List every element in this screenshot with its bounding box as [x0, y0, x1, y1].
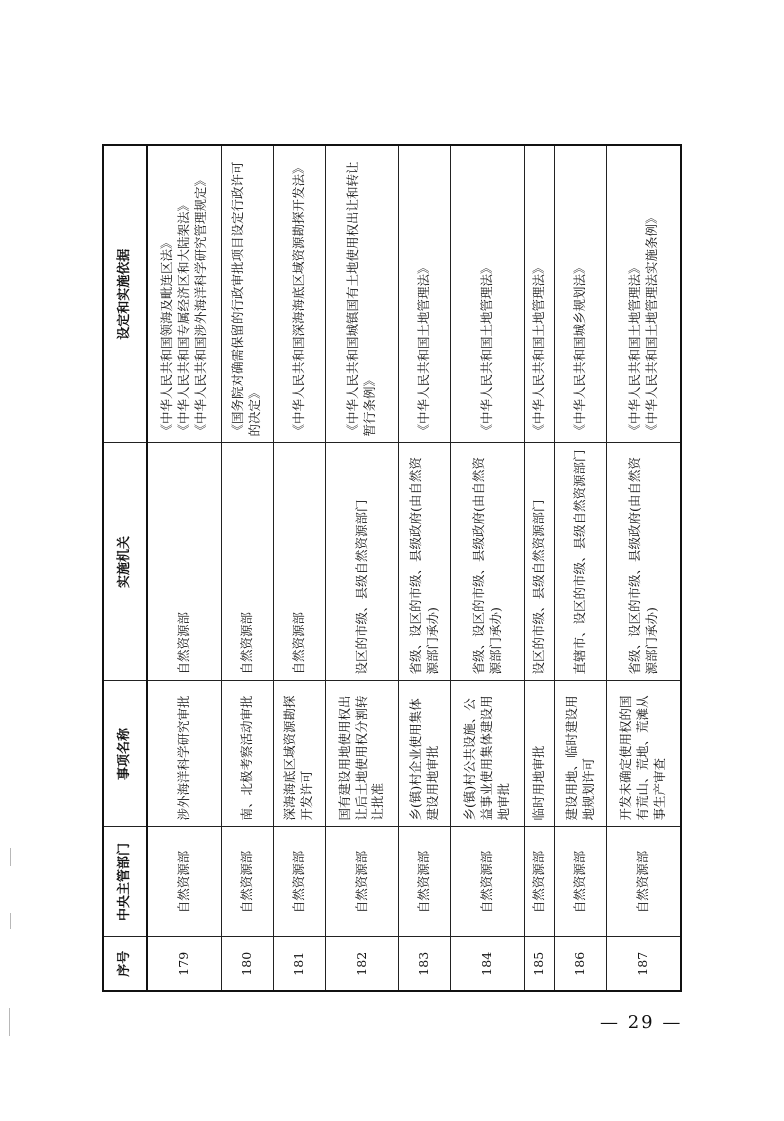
- cell-item-name: 国有建设用地使用权出让后土地使用权分割转让批准: [325, 681, 399, 827]
- cell-dept: 自然资源部: [273, 827, 325, 937]
- cell-implementing-org: 设区的市级、县级自然资源部门: [325, 443, 399, 681]
- scan-artifact-mark: [10, 848, 11, 866]
- legal-basis-line: 《中华人民共和国城镇国有土地使用权出让和转让暂行条例》: [345, 161, 377, 437]
- header-org: 实施机关: [103, 443, 147, 681]
- cell-dept: 自然资源部: [451, 827, 525, 937]
- scan-artifact-mark: [10, 913, 11, 929]
- cell-legal-basis: [524, 145, 554, 443]
- table-header-row: [103, 145, 147, 991]
- cell-dept: 自然资源部: [607, 827, 681, 937]
- cell-implementing-org: 设区的市级、县级自然资源部门: [524, 443, 554, 681]
- cell-dept: 自然资源部: [221, 827, 273, 937]
- cell-item-name: 乡(镇)村企业使用集体建设用地审批: [399, 681, 451, 827]
- administrative-license-table: [102, 144, 682, 992]
- legal-basis-line: 《中华人民共和国领海及毗连区法》: [159, 236, 175, 437]
- cell-implementing-org: 自然资源部: [221, 443, 273, 681]
- cell-implementing-org: 自然资源部: [273, 443, 325, 681]
- header-basis: 设定和实施依据: [103, 145, 147, 443]
- header-dept: 中央主管部门: [103, 827, 147, 937]
- cell-implementing-org: 直辖市、设区的市级、县级自然资源部门: [555, 443, 607, 681]
- cell-no: 179: [147, 937, 221, 991]
- cell-no: 180: [221, 937, 273, 991]
- table-row: [147, 145, 221, 991]
- cell-legal-basis: [451, 145, 525, 443]
- cell-no: 187: [607, 937, 681, 991]
- cell-item-name: 临时用地审批: [524, 681, 554, 827]
- cell-legal-basis: [607, 145, 681, 443]
- cell-legal-basis: [399, 145, 451, 443]
- cell-no: 184: [451, 937, 525, 991]
- legal-basis-line: 《中华人民共和国城乡规划法》: [572, 261, 588, 437]
- table-row: [451, 145, 525, 991]
- cell-no: 186: [555, 937, 607, 991]
- cell-legal-basis: [147, 145, 221, 443]
- cell-item-name: 南、北极考察活动审批: [221, 681, 273, 827]
- table-row: [555, 145, 607, 991]
- legal-basis-line: 《中华人民共和国土地管理法》: [531, 261, 547, 437]
- cell-legal-basis: [221, 145, 273, 443]
- cell-legal-basis: [325, 145, 399, 443]
- rotated-table-container: [102, 146, 682, 992]
- cell-implementing-org: 省级、设区的市级、县级政府(由自然资源部门承办): [399, 443, 451, 681]
- table-body: [147, 145, 681, 991]
- legal-basis-line: 《中华人民共和国深海海底区域资源勘探开发法》: [290, 161, 306, 437]
- cell-legal-basis: [273, 145, 325, 443]
- legal-basis-line: 《国务院对确需保留的行政审批项目设定行政许可的决定》: [230, 161, 263, 437]
- header-name: 事项名称: [103, 681, 147, 827]
- cell-item-name: 开发未确定使用权的国有荒山、荒地、荒滩从事生产审查: [607, 681, 681, 827]
- cell-implementing-org: 自然资源部: [147, 443, 221, 681]
- legal-basis-line: 《中华人民共和国土地管理法》: [479, 261, 495, 437]
- cell-item-name: 涉外海洋科学研究审批: [147, 681, 221, 827]
- cell-dept: 自然资源部: [399, 827, 451, 937]
- cell-dept: 自然资源部: [147, 827, 221, 937]
- scan-artifact-mark: [9, 1008, 10, 1036]
- cell-item-name: 建设用地、临时建设用地规划许可: [555, 681, 607, 827]
- legal-basis-line: 《中华人民共和国土地管理法实施条例》: [643, 211, 659, 437]
- legal-basis-line: 《中华人民共和国专属经济区和大陆架法》: [175, 198, 191, 437]
- legal-basis-line: 《中华人民共和国土地管理法》: [416, 261, 432, 437]
- rotated-table: [102, 146, 682, 992]
- cell-dept: 自然资源部: [555, 827, 607, 937]
- header-no: 序号: [103, 937, 147, 991]
- table-row: [221, 145, 273, 991]
- cell-item-name: 乡(镇)村公共设施、公益事业使用集体建设用地审批: [451, 681, 525, 827]
- cell-implementing-org: 省级、设区的市级、县级政府(由自然资源部门承办): [607, 443, 681, 681]
- cell-dept: 自然资源部: [325, 827, 399, 937]
- page-number: — 29 —: [600, 1012, 683, 1033]
- table-row: [325, 145, 399, 991]
- cell-no: 183: [399, 937, 451, 991]
- cell-no: 182: [325, 937, 399, 991]
- table-row: [524, 145, 554, 991]
- cell-no: 181: [273, 937, 325, 991]
- table-row: [607, 145, 681, 991]
- table-row: [273, 145, 325, 991]
- cell-no: 185: [524, 937, 554, 991]
- cell-implementing-org: 省级、设区的市级、县级政府(由自然资源部门承办): [451, 443, 525, 681]
- table-row: [399, 145, 451, 991]
- cell-dept: 自然资源部: [524, 827, 554, 937]
- cell-legal-basis: [555, 145, 607, 443]
- cell-item-name: 深海海底区域资源勘探开发许可: [273, 681, 325, 827]
- legal-basis-line: 《中华人民共和国土地管理法》: [626, 261, 642, 437]
- legal-basis-line: 《中华人民共和国涉外海洋科学研究管理规定》: [192, 173, 208, 437]
